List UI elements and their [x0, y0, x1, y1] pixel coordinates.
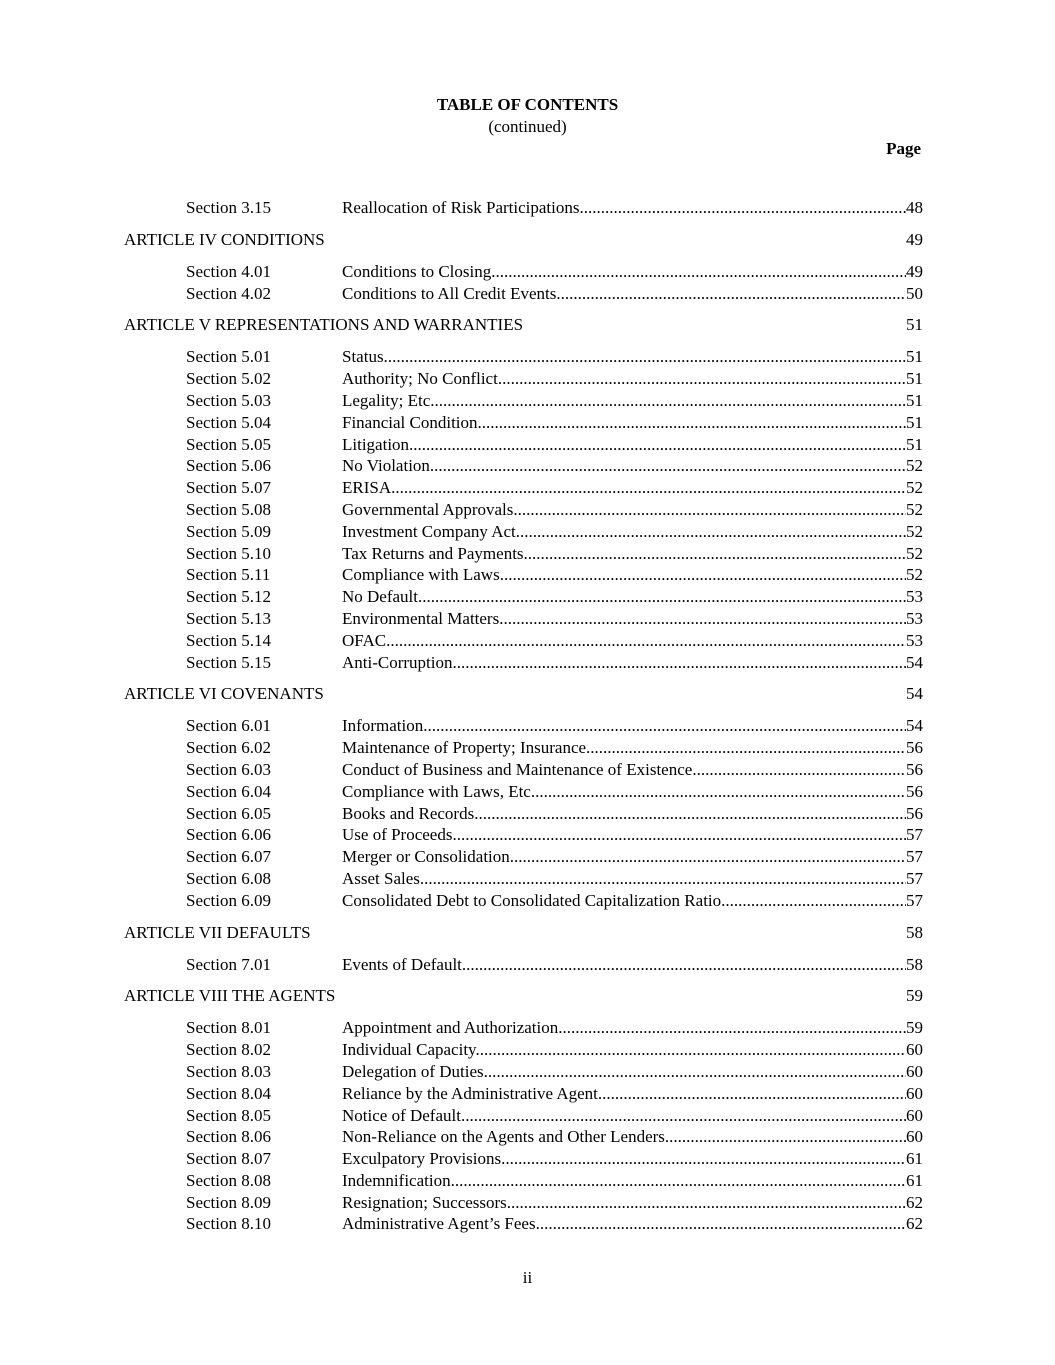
section-heading: Governmental Approvals. [342, 499, 518, 519]
section-heading: Notice of Default. [342, 1105, 466, 1125]
article-page-number: 58 [906, 922, 923, 942]
toc-section-row[interactable] [124, 368, 923, 390]
section-entry [342, 412, 923, 434]
toc-section-row[interactable] [124, 1170, 923, 1192]
section-page-number: 54 [906, 652, 923, 672]
section-number: Section 6.02 [186, 738, 271, 758]
section-entry [342, 954, 923, 976]
section-heading: Compliance with Laws. [342, 565, 504, 585]
section-page-number: 60 [906, 1083, 923, 1103]
section-number: Section 8.08 [186, 1170, 271, 1190]
toc-article[interactable] [124, 985, 923, 1007]
section-heading: Asset Sales [342, 868, 420, 888]
section-entry [342, 521, 923, 543]
section-page-number: 58 [906, 954, 923, 974]
section-heading: Appointment and Authorization. [342, 1018, 563, 1038]
section-page-number: 56 [906, 738, 923, 758]
section-heading: Conditions to Closing. [342, 261, 496, 281]
section-page-number: 62 [906, 1192, 923, 1212]
section-entry [342, 803, 923, 825]
toc-section-row[interactable] [124, 715, 923, 737]
section-number: Section 5.12 [186, 587, 271, 607]
dot-leader [563, 1017, 907, 1039]
section-number: Section 5.05 [186, 434, 271, 454]
page-column-label: Page [886, 139, 921, 158]
section-page-number: 52 [906, 565, 923, 585]
section-heading: Consolidated Debt to Consolidated Capitalization Ratio. [342, 890, 726, 910]
toc-article[interactable] [124, 314, 923, 336]
section-heading: Books and Records. [342, 803, 479, 823]
section-heading: Information. [342, 716, 428, 736]
section-number: Section 5.08 [186, 499, 271, 519]
section-heading: Merger or Consolidation. [342, 847, 515, 867]
toc-section-row[interactable] [124, 499, 923, 521]
section-heading: No Default. [342, 587, 423, 607]
toc-section-row[interactable] [124, 737, 923, 759]
section-page-number: 57 [906, 868, 923, 888]
toc-section-row[interactable] [124, 283, 923, 305]
section-number: Section 8.03 [186, 1061, 271, 1081]
section-number: Section 6.06 [186, 825, 271, 845]
section-page-number: 57 [906, 825, 923, 845]
section-entry [342, 1105, 923, 1127]
dot-leader [482, 412, 906, 434]
section-entry [342, 346, 923, 368]
section-number: Section 6.01 [186, 716, 271, 736]
section-entry [342, 586, 923, 608]
dot-leader [434, 455, 906, 477]
dot-leader [725, 890, 906, 912]
section-heading: OFAC. [342, 630, 391, 650]
section-entry [342, 630, 923, 652]
section-page-number: 56 [906, 781, 923, 801]
section-page-number: 51 [906, 434, 923, 454]
article-title: ARTICLE V REPRESENTATIONS AND WARRANTIES [124, 315, 524, 335]
dot-leader [480, 1039, 906, 1061]
section-page-number: 57 [906, 890, 923, 910]
section-number: Section 5.10 [186, 543, 271, 563]
section-page-number: 52 [906, 456, 923, 476]
section-heading: Reallocation of Risk Participations. [342, 198, 584, 217]
section-number: Section 8.06 [186, 1127, 271, 1147]
toc-article[interactable] [124, 229, 923, 251]
toc-section-row[interactable] [124, 1126, 923, 1148]
section-entry [342, 477, 923, 499]
section-number: Section 8.01 [186, 1018, 271, 1038]
dot-leader [528, 543, 906, 565]
section-number: Section 8.04 [186, 1083, 271, 1103]
toc-section-row[interactable] [124, 455, 923, 477]
section-entry [342, 1017, 923, 1039]
dot-leader [484, 1061, 906, 1083]
dot-leader [395, 477, 906, 499]
section-page-number: 53 [906, 630, 923, 650]
toc-article[interactable] [124, 683, 923, 705]
section-heading: Use of Proceeds. [342, 825, 457, 845]
toc-section-row[interactable] [124, 954, 923, 976]
section-page-number: 53 [906, 587, 923, 607]
dot-leader [531, 781, 906, 803]
toc-section-row[interactable] [124, 803, 923, 825]
section-heading: Events of Default [342, 954, 462, 974]
section-heading: Individual Capacity. [342, 1040, 480, 1060]
toc-section-row[interactable] [124, 1061, 923, 1083]
section-page-number: 56 [906, 803, 923, 823]
toc-section-row[interactable] [124, 890, 923, 912]
toc-section-row[interactable] [124, 608, 923, 630]
section-entry [342, 564, 923, 586]
section-heading: Environmental Matters. [342, 608, 504, 628]
section-entry [342, 846, 923, 868]
toc-section-row[interactable] [124, 477, 923, 499]
article-page-number: 59 [906, 986, 923, 1006]
dot-leader [505, 1148, 906, 1170]
dot-leader [561, 283, 906, 305]
section-heading: Resignation; Successors. [342, 1192, 512, 1212]
dot-leader [455, 1170, 906, 1192]
section-page-number: 60 [906, 1127, 923, 1147]
toc-section-row[interactable] [124, 846, 923, 868]
dot-leader [435, 390, 906, 412]
toc-section-row[interactable] [124, 434, 923, 456]
section-page-number: 54 [906, 716, 923, 736]
section-number: Section 5.11 [186, 565, 271, 585]
section-entry [342, 759, 923, 781]
section-heading: Indemnification. [342, 1170, 455, 1190]
section-number: Section 5.02 [186, 369, 271, 389]
section-entry [342, 283, 923, 305]
section-entry [342, 197, 923, 219]
toc-section-row[interactable] [124, 781, 923, 803]
section-entry [342, 715, 923, 737]
section-entry [342, 824, 923, 846]
section-entry [342, 890, 923, 912]
toc-section-row[interactable] [124, 197, 923, 219]
toc-title: TABLE OF CONTENTS [436, 95, 619, 114]
dot-leader [602, 1083, 906, 1105]
dot-leader [422, 586, 906, 608]
section-heading: Authority; No Conflict. [342, 369, 503, 389]
section-heading: Delegation of Duties [342, 1061, 484, 1081]
dot-leader [504, 564, 906, 586]
toc-list [124, 197, 923, 1235]
section-page-number: 51 [906, 390, 923, 410]
dot-leader [413, 434, 906, 456]
toc-section-row[interactable] [124, 868, 923, 890]
section-page-number: 52 [906, 478, 923, 498]
article-title: ARTICLE VI COVENANTS [124, 684, 324, 704]
section-heading: Anti-Corruption. [342, 652, 457, 672]
toc-subtitle: (continued) [488, 117, 567, 136]
section-entry [342, 368, 923, 390]
section-heading: Reliance by the Administrative Agent. [342, 1083, 603, 1103]
section-page-number: 60 [906, 1040, 923, 1060]
section-heading: No Violation. [342, 456, 435, 476]
toc-article[interactable] [124, 922, 923, 944]
dot-leader [496, 261, 907, 283]
section-number: Section 6.03 [186, 759, 271, 779]
section-entry [342, 1126, 923, 1148]
dot-leader [514, 846, 906, 868]
section-entry [342, 390, 923, 412]
section-number: Section 8.09 [186, 1192, 271, 1212]
section-heading: Administrative Agent’s Fees. [342, 1214, 540, 1234]
page-number: ii [522, 1268, 533, 1287]
section-entry [342, 434, 923, 456]
section-page-number: 52 [906, 521, 923, 541]
toc-section-row[interactable] [124, 824, 923, 846]
dot-leader [478, 803, 906, 825]
section-entry [342, 1061, 923, 1083]
toc-section-row[interactable] [124, 652, 923, 674]
section-page-number: 59 [906, 1018, 923, 1038]
section-heading: Investment Company Act. [342, 521, 521, 541]
section-page-number: 60 [906, 1105, 923, 1125]
section-heading: Compliance with Laws, Etc [342, 781, 531, 801]
toc-section-row[interactable] [124, 1213, 923, 1235]
section-page-number: 62 [906, 1214, 923, 1234]
section-page-number: 60 [906, 1061, 923, 1081]
section-entry [342, 737, 923, 759]
dot-leader [520, 521, 906, 543]
section-number: Section 8.10 [186, 1214, 271, 1234]
dot-leader [503, 608, 906, 630]
toc-section-row[interactable] [124, 1148, 923, 1170]
dot-leader [518, 499, 906, 521]
section-number: Section 6.04 [186, 781, 271, 801]
section-number: Section 3.15 [186, 198, 271, 217]
section-page-number: 56 [906, 759, 923, 779]
dot-leader [390, 630, 906, 652]
section-heading: ERISA. [342, 478, 396, 498]
dot-leader [692, 759, 906, 781]
dot-leader [540, 1213, 906, 1235]
section-page-number: 51 [906, 347, 923, 367]
section-number: Section 5.09 [186, 521, 271, 541]
toc-section-row[interactable] [124, 261, 923, 283]
toc-section-row[interactable] [124, 1083, 923, 1105]
article-page-number: 49 [906, 229, 923, 249]
dot-leader [465, 1105, 906, 1127]
section-heading: Financial Condition. [342, 412, 482, 432]
section-entry [342, 1148, 923, 1170]
section-page-number: 61 [906, 1149, 923, 1169]
section-page-number: 53 [906, 608, 923, 628]
toc-section-row[interactable] [124, 521, 923, 543]
section-entry [342, 1170, 923, 1192]
dot-leader [502, 368, 906, 390]
article-title: ARTICLE IV CONDITIONS [124, 229, 325, 249]
section-entry [342, 455, 923, 477]
section-page-number: 57 [906, 847, 923, 867]
section-page-number: 51 [906, 412, 923, 432]
section-entry [342, 1192, 923, 1214]
dot-leader [457, 652, 906, 674]
section-page-number: 52 [906, 499, 923, 519]
dot-leader [586, 737, 906, 759]
dot-leader [511, 1192, 906, 1214]
section-heading: Litigation. [342, 434, 414, 454]
article-title: ARTICLE VII DEFAULTS [124, 922, 311, 942]
dot-leader [420, 868, 906, 890]
section-number: Section 5.07 [186, 478, 271, 498]
section-heading: Maintenance of Property; Insurance [342, 738, 587, 758]
section-heading: Exculpatory Provisions. [342, 1149, 506, 1169]
toc-section-row[interactable] [124, 390, 923, 412]
section-number: Section 5.06 [186, 456, 271, 476]
section-number: Section 5.13 [186, 608, 271, 628]
dot-leader [584, 197, 906, 219]
toc-section-row[interactable] [124, 586, 923, 608]
section-heading: Status. [342, 347, 388, 367]
section-number: Section 6.07 [186, 847, 271, 867]
section-number: Section 4.01 [186, 261, 271, 281]
section-number: Section 6.05 [186, 803, 271, 823]
section-number: Section 6.08 [186, 868, 271, 888]
toc-section-row[interactable] [124, 412, 923, 434]
section-entry [342, 608, 923, 630]
article-page-number: 54 [906, 684, 923, 704]
section-entry [342, 781, 923, 803]
article-page-number: 51 [906, 315, 923, 335]
section-number: Section 7.01 [186, 954, 271, 974]
toc-section-row[interactable] [124, 543, 923, 565]
section-number: Section 6.09 [186, 890, 271, 910]
toc-section-row[interactable] [124, 630, 923, 652]
toc-section-row[interactable] [124, 1105, 923, 1127]
dot-leader [427, 715, 906, 737]
toc-section-row[interactable] [124, 1039, 923, 1061]
section-number: Section 8.02 [186, 1040, 271, 1060]
section-entry [342, 543, 923, 565]
section-page-number: 52 [906, 543, 923, 563]
dot-leader [388, 346, 906, 368]
section-entry [342, 868, 923, 890]
section-heading: Non-Reliance on the Agents and Other Lenders. [342, 1127, 670, 1147]
section-page-number: 51 [906, 369, 923, 389]
section-number: Section 5.03 [186, 390, 271, 410]
toc-section-row[interactable] [124, 1192, 923, 1214]
dot-leader [462, 954, 906, 976]
section-heading: Conditions to All Credit Events. [342, 283, 561, 303]
section-page-number: 48 [906, 198, 923, 217]
section-page-number: 49 [906, 261, 923, 281]
section-entry [342, 261, 923, 283]
section-number: Section 8.05 [186, 1105, 271, 1125]
section-heading: Conduct of Business and Maintenance of Existence [342, 759, 693, 779]
section-page-number: 61 [906, 1170, 923, 1190]
dot-leader [669, 1126, 906, 1148]
section-entry [342, 1213, 923, 1235]
section-entry [342, 1083, 923, 1105]
section-page-number: 50 [906, 283, 923, 303]
toc-section-row[interactable] [124, 346, 923, 368]
article-title: ARTICLE VIII THE AGENTS [124, 986, 336, 1006]
section-number: Section 5.04 [186, 412, 271, 432]
section-number: Section 8.07 [186, 1149, 271, 1169]
section-entry [342, 1039, 923, 1061]
section-entry [342, 499, 923, 521]
section-number: Section 5.14 [186, 630, 271, 650]
section-entry [342, 652, 923, 674]
toc-section-row[interactable] [124, 564, 923, 586]
dot-leader [457, 824, 906, 846]
section-heading: Legality; Etc. [342, 390, 435, 410]
toc-section-row[interactable] [124, 1017, 923, 1039]
section-number: Section 5.01 [186, 347, 271, 367]
section-number: Section 4.02 [186, 283, 271, 303]
toc-section-row[interactable] [124, 759, 923, 781]
section-heading: Tax Returns and Payments. [342, 543, 528, 563]
section-number: Section 5.15 [186, 652, 271, 672]
